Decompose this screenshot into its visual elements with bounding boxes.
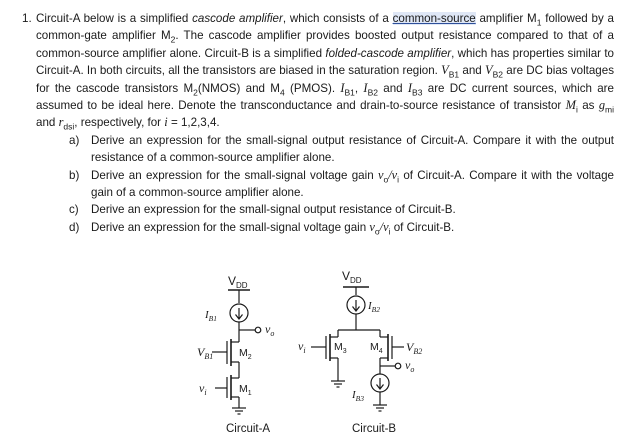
circuit-a [197,274,274,435]
text-math: V [485,63,493,78]
m2-label: $M_2$ [239,347,252,361]
m3-label: $M_3$ [334,341,347,355]
text-sub: i [575,104,578,115]
problem-number: 1. [22,12,32,25]
text-run: (PMOS). [284,81,341,95]
text-run: , respectively, for [74,116,165,130]
ib3-label: $I_{B3}$ [352,389,365,403]
part-label: d) [69,220,80,234]
text-sub: dsi [63,121,75,132]
text-em: folded-cascode amplifier [325,46,452,60]
vb2-label: $V_{B2}$ [406,340,423,356]
text-math: / [388,167,392,182]
text-run: followed by a common-gate amplifier M [36,12,614,43]
text-run: Derive an expression for the small-signal voltage gain [91,220,370,234]
text-sub: mi [605,104,614,115]
text-run: and [459,64,486,78]
circuit-b [298,269,422,435]
text-run: (NMOS) and M [197,81,280,95]
caption-circuit-b: Circuit-B [352,423,397,435]
text-sub: 2 [170,34,176,45]
text-math: M [565,98,576,113]
vi-label-a: $v_i$ [199,381,207,397]
text-math: I [363,80,368,95]
m4-label: $M_4$ [370,341,383,355]
text-math: r [58,115,64,130]
part-label: b) [69,168,80,182]
text-run: = 1,2,3,4. [167,116,220,130]
text-run: are DC bias voltages for the cascode transistors M [36,64,615,95]
vo-label-b: $v_o$ [405,358,415,374]
text-sub: 1 [536,17,542,28]
text-sub: B1 [448,69,460,80]
text-run: as [577,99,599,113]
text-math: / [379,219,384,234]
text-run: Derive an expression for the small-signal output resistance of Circuit-B. [91,203,456,217]
text-run: of Circuit-B. [390,220,455,234]
text-run: and [377,81,408,95]
vb1-label: $V_{B1}$ [197,345,214,361]
text-em: cascode amplifier [192,12,283,25]
text-sub: B1 [344,86,355,97]
text-sub: 4 [279,86,285,97]
text-run: are DC current sources, which are assumed to be ideal here. Denote the transconductance and drain-to-source resistance of transistor [36,81,614,113]
part-label: c) [69,203,79,217]
text-hl: common-source [392,12,476,25]
text-sub: B2 [367,86,378,97]
text-sub: B2 [492,69,504,80]
text-run: . The cascode amplifier provides boosted output resistance compared to that of a common-source amplifier alone. Circuit-B is a simplified [36,29,615,60]
text-run: , [354,81,364,95]
vdd-label-b: $V_{DD}$ [342,269,362,285]
text-run: amplifier M [475,12,537,25]
text-sub: i [388,226,391,237]
text-math: I [407,80,413,95]
ib2-label: $I_{B2}$ [368,300,381,314]
text-math: g [598,98,606,113]
text-run: of Circuit-A. Compare it with the voltage gain of a common-source amplifier alone. [91,168,614,200]
text-math: V [441,63,449,78]
m1-label: $M_1$ [239,383,252,397]
vo-label-a: $v_o$ [265,322,275,338]
text-sub: 2 [193,86,198,97]
vdd-label-a: $V_{DD}$ [228,274,248,290]
text-sub: B3 [412,86,423,97]
ib1-label: $I_{B1}$ [205,309,218,323]
output-node-a [255,327,261,333]
text-sub: o [383,173,389,184]
text-run: Derive an expression for the small-signal output resistance of Circuit-A. Compare it with the output resistance of a common-source amplifier alone. [91,133,614,165]
text-run: , which consists of a [282,12,393,25]
text-math: i [164,115,168,130]
output-node-b [395,363,401,369]
text-math: v [391,167,398,182]
text-math: v [377,167,384,182]
text-sub: i [397,173,400,184]
text-math: v [369,219,375,234]
text-run: Derive an expression for the small-signal voltage gain [91,168,378,182]
part-label: a) [69,133,80,147]
text-run: Circuit-A below is a simplified [36,12,193,25]
text-math: I [340,80,345,95]
caption-circuit-a: Circuit-A [226,423,271,435]
vi-label-b: $v_i$ [298,339,306,355]
text-run: and [36,116,59,130]
text-sub: o [374,226,380,237]
text-math: v [383,219,389,234]
text-run: , which has properties similar to Circuit-A. In both circuits, all the transistors are biased in the saturation region. [36,46,614,78]
